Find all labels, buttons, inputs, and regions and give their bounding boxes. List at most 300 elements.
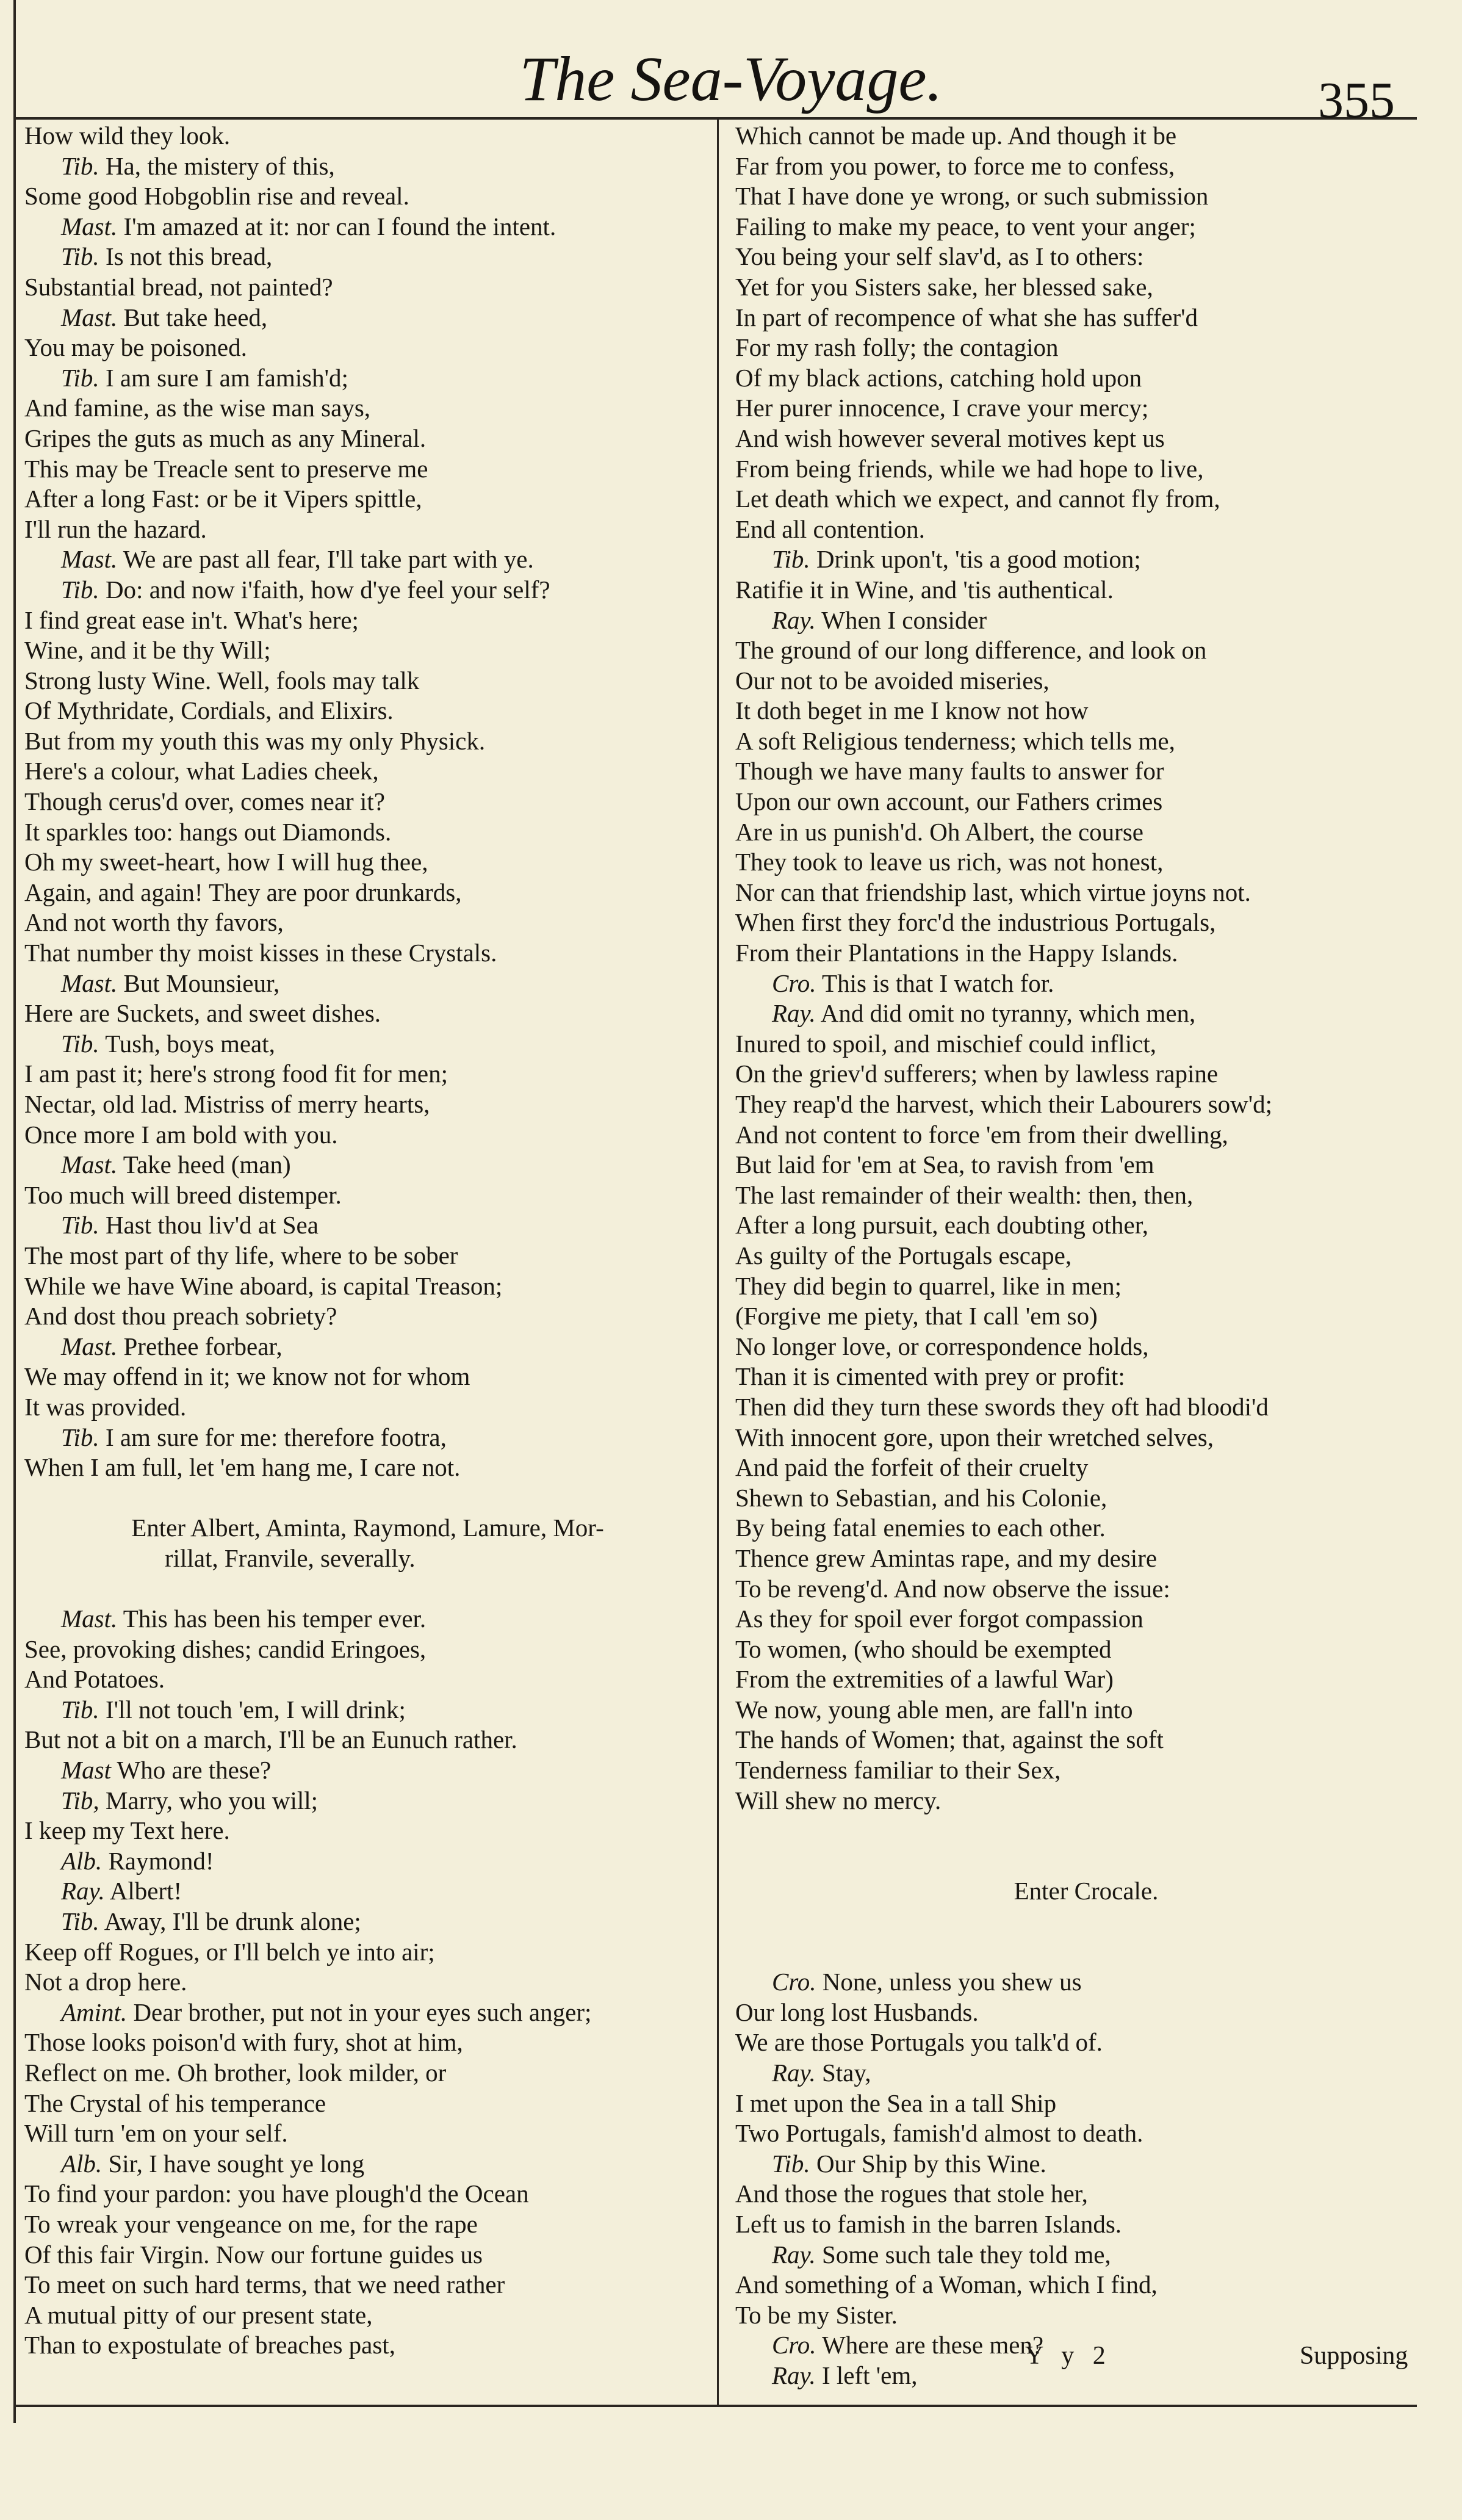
- text-line: [735, 333, 1437, 363]
- line-text: They did begin to quarrel, like in men;: [735, 1271, 1122, 1300]
- text-line: [735, 1967, 1437, 1998]
- line-text: Those looks poison'd with fury, shot at him,: [24, 2028, 463, 2057]
- text-line: [24, 333, 711, 363]
- text-line: [24, 878, 711, 908]
- text-line: [24, 1150, 711, 1180]
- line-text: You being your self slav'd, as I to others:: [735, 242, 1144, 271]
- speaker-prefix: Tib.: [61, 151, 99, 180]
- line-text: After a long Fast: or be it Vipers spittle,: [24, 485, 422, 513]
- line-text: In part of recompence of what she has suffer'd: [735, 303, 1198, 331]
- text-line: [24, 1241, 711, 1271]
- text-line: [24, 1120, 711, 1150]
- speaker-prefix: Cro.: [772, 969, 816, 997]
- speaker-prefix: Tib.: [61, 575, 99, 604]
- speaker-prefix: Tib,: [61, 1786, 99, 1814]
- line-text: This is that I watch for.: [822, 969, 1054, 997]
- text-line: [24, 696, 711, 726]
- line-text: The most part of thy life, where to be sober: [24, 1241, 458, 1269]
- speaker-prefix: Tib.: [772, 545, 810, 574]
- text-line: [735, 1574, 1437, 1605]
- line-text: Here are Suckets, and sweet dishes.: [24, 999, 381, 1028]
- line-text: And wish however several motives kept us: [735, 424, 1165, 452]
- line-text: But laid for 'em at Sea, to ravish from 'em: [735, 1150, 1154, 1179]
- speaker-prefix: Mast: [61, 1756, 111, 1785]
- line-text: Stay,: [821, 2059, 871, 2087]
- speaker-prefix: Amint.: [61, 1998, 128, 2026]
- line-text: Nor can that friendship last, which virtue joyns not.: [735, 878, 1251, 906]
- text-line: [735, 1998, 1437, 2028]
- speaker-prefix: Mast.: [61, 1332, 118, 1360]
- line-text: Reflect on me. Oh brother, look milder, or: [24, 2059, 447, 2087]
- line-text: We are past all fear, I'll take part with ye.: [123, 545, 534, 574]
- line-text: Yet for you Sisters sake, her blessed sake,: [735, 272, 1153, 301]
- text-line: [735, 878, 1437, 908]
- text-line: [735, 969, 1437, 999]
- line-text: Failing to make my peace, to vent your anger;: [735, 212, 1196, 240]
- text-line: [735, 121, 1437, 151]
- line-text: Of my black actions, catching hold upon: [735, 363, 1142, 392]
- line-text: To find your pardon: you have plough'd the Ocean: [24, 2179, 529, 2208]
- text-line: [24, 969, 711, 999]
- line-text: Raymond!: [108, 1846, 214, 1875]
- line-text: But take heed,: [123, 303, 268, 331]
- line-text: For my rash folly; the contagion: [735, 333, 1059, 362]
- line-text: (Forgive me piety, that I call 'em so): [735, 1302, 1098, 1330]
- text-line: [735, 1332, 1437, 1362]
- text-line: [24, 847, 711, 878]
- line-text: The last remainder of their wealth: then, then,: [735, 1180, 1194, 1209]
- line-text: Upon our own account, our Fathers crimes: [735, 787, 1163, 816]
- text-line: [24, 1937, 711, 1968]
- speaker-prefix: Tib.: [61, 1211, 99, 1240]
- text-line: [735, 1089, 1437, 1120]
- text-line: [24, 151, 711, 182]
- text-line: [735, 726, 1437, 757]
- line-text: And paid the forfeit of their cruelty: [735, 1453, 1089, 1482]
- text-line: [24, 1846, 711, 1877]
- line-text: From the extremities of a lawful War): [735, 1665, 1114, 1694]
- text-line: [24, 424, 711, 454]
- text-line: [735, 2149, 1437, 2179]
- line-text: Not a drop here.: [24, 1968, 187, 1996]
- text-line: [24, 1725, 711, 1755]
- line-text: Hast thou liv'd at Sea: [105, 1211, 319, 1240]
- text-line: [735, 1816, 1437, 1846]
- text-line: [735, 1725, 1437, 1755]
- text-line: [24, 2179, 711, 2209]
- header-rule: [13, 117, 1417, 120]
- speaker-prefix: Tib.: [61, 363, 99, 392]
- text-line: [24, 787, 711, 817]
- text-line: [735, 635, 1437, 666]
- text-line: [735, 2089, 1437, 2119]
- text-line: [24, 2149, 711, 2179]
- left-border-rule: [13, 0, 16, 2423]
- line-text: Our not to be avoided miseries,: [735, 666, 1050, 695]
- line-text: Some good Hobgoblin rise and reveal.: [24, 182, 409, 211]
- text-line: [24, 1453, 711, 1483]
- line-text: Ratifie it in Wine, and 'tis authentical.: [735, 575, 1114, 604]
- line-text: Take heed (man): [123, 1150, 291, 1179]
- line-text: I find great ease in't. What's here;: [24, 605, 359, 634]
- text-line: [735, 242, 1437, 272]
- text-line: [735, 363, 1437, 394]
- text-line: [735, 1907, 1437, 1937]
- text-line: [24, 1483, 711, 1514]
- text-line: [24, 635, 711, 666]
- text-line: [735, 1937, 1437, 1968]
- text-line: [735, 272, 1437, 303]
- speaker-prefix: Cro.: [772, 1968, 816, 1996]
- text-line: [735, 1755, 1437, 1786]
- text-line: [24, 242, 711, 272]
- text-line: [735, 1453, 1437, 1483]
- text-line: [735, 1483, 1437, 1514]
- text-line: [24, 2058, 711, 2089]
- line-text: Do: and now i'faith, how d'ye feel your self?: [105, 575, 550, 604]
- line-text: Are in us punish'd. Oh Albert, the course: [735, 817, 1143, 846]
- text-line: [735, 2118, 1437, 2149]
- line-text: None, unless you shew us: [822, 1968, 1082, 1996]
- text-line: [735, 1362, 1437, 1392]
- speaker-prefix: Cro.: [772, 2331, 816, 2359]
- text-line: [24, 2089, 711, 2119]
- text-line: [24, 2270, 711, 2300]
- text-line: [24, 121, 711, 151]
- signature-mark: Y y 2: [1025, 2342, 1112, 2370]
- line-text: This has been his temper ever.: [123, 1605, 427, 1633]
- speaker-prefix: Mast.: [61, 303, 118, 331]
- line-text: A mutual pitty of our present state,: [24, 2300, 373, 2329]
- line-text: Ha, the mistery of this,: [105, 151, 335, 180]
- line-text: I met upon the Sea in a tall Ship: [735, 2089, 1057, 2117]
- line-text: Which cannot be made up. And though it be: [735, 121, 1177, 150]
- column-divider: [717, 120, 719, 2405]
- text-line: [735, 1241, 1437, 1271]
- stage-direction: Enter Crocale.: [1014, 1877, 1159, 1905]
- line-text: I am past it; here's strong food fit for men;: [24, 1060, 448, 1088]
- text-line: [735, 1120, 1437, 1150]
- page-number: 355: [1318, 72, 1395, 129]
- text-line: [24, 1029, 711, 1060]
- line-text: They took to leave us rich, was not honest,: [735, 848, 1164, 876]
- line-text: And not content to force 'em from their dwelling,: [735, 1120, 1228, 1149]
- text-line: [24, 212, 711, 242]
- stage-direction: rillat, Franvile, severally.: [165, 1543, 416, 1572]
- stage-direction: Enter Albert, Aminta, Raymond, Lamure, Mor-: [131, 1514, 604, 1542]
- line-text: Thence grew Amintas rape, and my desire: [735, 1543, 1158, 1572]
- line-text: Tenderness familiar to their Sex,: [735, 1756, 1061, 1785]
- text-line: [24, 998, 711, 1029]
- line-text: Drink upon't, 'tis a good motion;: [816, 545, 1141, 574]
- text-line: [24, 514, 711, 545]
- text-line: [735, 1392, 1437, 1423]
- text-line: [24, 817, 711, 848]
- text-line: [24, 2240, 711, 2270]
- line-text: We are those Portugals you talk'd of.: [735, 2028, 1103, 2057]
- text-line: [735, 424, 1437, 454]
- text-line: [735, 787, 1437, 817]
- line-text: Keep off Rogues, or I'll belch ye into air;: [24, 1937, 435, 1966]
- text-line: [735, 1543, 1437, 1574]
- text-line: [735, 212, 1437, 242]
- line-text: The hands of Women; that, against the soft: [735, 1725, 1164, 1754]
- line-text: It was provided.: [24, 1392, 187, 1421]
- line-text: Nectar, old lad. Mistriss of merry hearts,: [24, 1090, 430, 1118]
- line-text: To women, (who should be exempted: [735, 1634, 1112, 1663]
- text-line: [735, 2027, 1437, 2058]
- line-text: Again, and again! They are poor drunkards,: [24, 878, 462, 906]
- line-text: And famine, as the wise man says,: [24, 394, 371, 422]
- speaker-prefix: Tib.: [61, 1029, 99, 1058]
- text-line: [735, 454, 1437, 485]
- line-text: I am sure for me: therefore footra,: [105, 1423, 447, 1451]
- line-text: Will shew no mercy.: [735, 1786, 942, 1814]
- line-text: When I consider: [821, 605, 987, 634]
- text-line: [24, 1816, 711, 1846]
- text-line: [735, 696, 1437, 726]
- text-line: [24, 908, 711, 938]
- line-text: Let death which we expect, and cannot fly from,: [735, 485, 1220, 513]
- line-text: While we have Wine aboard, is capital Treason;: [24, 1271, 503, 1300]
- text-line: [735, 1786, 1437, 1816]
- text-line: [735, 1695, 1437, 1725]
- line-text: Left us to famish in the barren Islands.: [735, 2209, 1122, 2238]
- text-line: [24, 938, 711, 969]
- text-line: [735, 666, 1437, 696]
- line-text: From being friends, while we had hope to live,: [735, 454, 1204, 483]
- line-text: It sparkles too: hangs out Diamonds.: [24, 817, 392, 846]
- line-text: With innocent gore, upon their wretched selves,: [735, 1423, 1214, 1451]
- text-line: [24, 1604, 711, 1634]
- text-line: [735, 756, 1437, 787]
- text-line: [24, 544, 711, 575]
- line-text: To wreak your vengeance on me, for the rape: [24, 2209, 478, 2238]
- text-line: [24, 2209, 711, 2240]
- line-text: You may be poisoned.: [24, 333, 247, 362]
- speaker-prefix: Mast.: [61, 545, 118, 574]
- line-text: Where are these men?: [822, 2331, 1044, 2359]
- text-line: [735, 847, 1437, 878]
- line-text: When I am full, let 'em hang me, I care not.: [24, 1453, 461, 1482]
- line-text: A soft Religious tenderness; which tells me,: [735, 726, 1175, 755]
- speaker-prefix: Alb.: [61, 2149, 103, 2178]
- line-text: I'm amazed at it: nor can I found the intent.: [123, 212, 556, 240]
- text-line: [735, 2209, 1437, 2240]
- text-line: [24, 454, 711, 485]
- line-text: We now, young able men, are fall'n into: [735, 1695, 1133, 1724]
- catchword: Supposing: [1300, 2342, 1408, 2370]
- line-text: Our Ship by this Wine.: [816, 2149, 1046, 2178]
- text-line: [735, 1301, 1437, 1332]
- text-line: [735, 2300, 1437, 2331]
- text-line: [24, 2118, 711, 2149]
- line-text: As they for spoil ever forgot compassion: [735, 1605, 1143, 1633]
- line-text: And something of a Woman, which I find,: [735, 2270, 1158, 2299]
- text-line: [24, 605, 711, 636]
- line-text: To be my Sister.: [735, 2300, 898, 2329]
- text-line: [735, 2058, 1437, 2089]
- text-line: [24, 666, 711, 696]
- line-text: Wine, and it be thy Will;: [24, 636, 271, 665]
- text-line: [735, 1604, 1437, 1634]
- line-text: To be reveng'd. And now observe the issue:: [735, 1574, 1170, 1603]
- text-line: [24, 363, 711, 394]
- line-text: Than it is cimented with prey or profit:: [735, 1362, 1125, 1391]
- line-text: And those the rogues that stole her,: [735, 2179, 1088, 2208]
- line-text: On the griev'd sufferers; when by lawless rapine: [735, 1060, 1219, 1088]
- speaker-prefix: Mast.: [61, 1150, 118, 1179]
- line-text: Dear brother, put not in your eyes such anger;: [133, 1998, 592, 2026]
- text-line: [735, 1846, 1437, 1877]
- text-line: [735, 514, 1437, 545]
- line-text: I'll run the hazard.: [24, 514, 207, 543]
- text-line: [24, 393, 711, 424]
- line-text: When first they forc'd the industrious Portugals,: [735, 908, 1216, 937]
- line-text: Two Portugals, famish'd almost to death.: [735, 2119, 1143, 2148]
- line-text: Of this fair Virgin. Now our fortune guides us: [24, 2240, 483, 2269]
- text-line: [24, 575, 711, 605]
- line-text: The Crystal of his temperance: [24, 2089, 326, 2117]
- text-line: [735, 1029, 1437, 1060]
- line-text: And Potatoes.: [24, 1665, 165, 1694]
- speaker-prefix: Ray.: [772, 2059, 816, 2087]
- speaker-prefix: Tib.: [61, 242, 99, 271]
- line-text: No longer love, or correspondence holds,: [735, 1332, 1149, 1360]
- text-line: [24, 1271, 711, 1302]
- text-line: [24, 1210, 711, 1241]
- line-text: Tush, boys meat,: [105, 1029, 275, 1058]
- text-line: [735, 1423, 1437, 1453]
- line-text: The ground of our long difference, and look on: [735, 636, 1207, 665]
- text-line: [735, 1634, 1437, 1665]
- speaker-prefix: Tib.: [61, 1695, 99, 1724]
- line-text: That number thy moist kisses in these Crystals.: [24, 939, 497, 967]
- speaker-prefix: Mast.: [61, 969, 118, 997]
- text-line: [24, 2300, 711, 2331]
- line-text: I keep my Text here.: [24, 1816, 230, 1845]
- text-line: [735, 817, 1437, 848]
- text-line: [24, 1059, 711, 1089]
- text-line: [24, 2330, 711, 2361]
- text-line: [24, 181, 711, 212]
- line-text: But from my youth this was my only Physick.: [24, 726, 486, 755]
- text-line: [735, 1271, 1437, 1302]
- line-text: To meet on such hard terms, that we need rather: [24, 2270, 505, 2299]
- text-line: [735, 393, 1437, 424]
- line-text: As guilty of the Portugals escape,: [735, 1241, 1072, 1269]
- text-line: [735, 303, 1437, 333]
- line-text: They reap'd the harvest, which their Labourers sow'd;: [735, 1090, 1273, 1118]
- text-line: [24, 1634, 711, 1665]
- line-text: I am sure I am famish'd;: [105, 363, 348, 392]
- line-text: Albert!: [109, 1877, 182, 1905]
- line-text: How wild they look.: [24, 121, 231, 150]
- text-line: [24, 1967, 711, 1998]
- line-text: Will turn 'em on your self.: [24, 2119, 288, 2148]
- text-line: [24, 1089, 711, 1120]
- line-text: I'll not touch 'em, I will drink;: [105, 1695, 406, 1724]
- text-line: [24, 1423, 711, 1453]
- speaker-prefix: Ray.: [61, 1877, 105, 1905]
- text-line: [24, 484, 711, 514]
- speaker-prefix: Mast.: [61, 1605, 118, 1633]
- line-text: Far from you power, to force me to confess,: [735, 151, 1175, 180]
- line-text: And not worth thy favors,: [24, 908, 284, 937]
- text-line: [24, 272, 711, 303]
- text-line: [24, 1876, 711, 1907]
- line-text: Once more I am bold with you.: [24, 1120, 338, 1149]
- text-line: [24, 1786, 711, 1816]
- line-text: Is not this bread,: [105, 242, 273, 271]
- text-line: [735, 2179, 1437, 2209]
- line-text: After a long pursuit, each doubting other,: [735, 1211, 1148, 1240]
- speaker-prefix: Mast.: [61, 212, 118, 240]
- line-text: By being fatal enemies to each other.: [735, 1514, 1106, 1542]
- line-text: End all contention.: [735, 514, 925, 543]
- line-text: Here's a colour, what Ladies cheek,: [24, 757, 379, 785]
- line-text: And dost thou preach sobriety?: [24, 1302, 337, 1330]
- line-text: Her purer innocence, I crave your mercy;: [735, 394, 1149, 422]
- text-line: [735, 2270, 1437, 2300]
- text-line: [735, 605, 1437, 636]
- line-text: See, provoking dishes; candid Eringoes,: [24, 1634, 427, 1663]
- line-text: Marry, who you will;: [105, 1786, 319, 1814]
- line-text: We may offend in it; we know not for whom: [24, 1362, 470, 1391]
- line-text: From their Plantations in the Happy Islands.: [735, 939, 1178, 967]
- right-text-column: [735, 121, 1437, 2391]
- speaker-prefix: Tib.: [61, 1423, 99, 1451]
- text-line: [24, 1695, 711, 1725]
- text-line: [24, 2027, 711, 2058]
- line-text: Prethee forbear,: [123, 1332, 283, 1360]
- text-line: [24, 1392, 711, 1423]
- text-line: [735, 998, 1437, 1029]
- line-text: Gripes the guts as much as any Mineral.: [24, 424, 427, 452]
- text-line: [735, 1180, 1437, 1211]
- text-line: [735, 938, 1437, 969]
- text-line: [735, 1150, 1437, 1180]
- line-text: Substantial bread, not painted?: [24, 272, 333, 301]
- text-line: [24, 756, 711, 787]
- text-line: [735, 181, 1437, 212]
- text-line: [735, 484, 1437, 514]
- text-line: [24, 1755, 711, 1786]
- line-text: And did omit no tyranny, which men,: [820, 999, 1196, 1028]
- text-line: [24, 1907, 711, 1937]
- line-text: Some such tale they told me,: [821, 2240, 1111, 2269]
- line-text: Strong lusty Wine. Well, fools may talk: [24, 666, 420, 695]
- text-line: [735, 1664, 1437, 1695]
- line-text: Inured to spoil, and mischief could inflict,: [735, 1029, 1157, 1058]
- line-text: Of Mythridate, Cordials, and Elixirs.: [24, 696, 394, 725]
- line-text: That I have done ye wrong, or such submission: [735, 182, 1209, 211]
- speaker-prefix: Ray.: [772, 999, 816, 1028]
- line-text: Who are these?: [117, 1756, 272, 1785]
- line-text: Then did they turn these swords they oft had bloodi'd: [735, 1392, 1269, 1421]
- line-text: It doth beget in me I know not how: [735, 696, 1089, 725]
- running-title: The Sea-Voyage.: [519, 44, 943, 114]
- text-line: [735, 1059, 1437, 1089]
- text-line: [24, 303, 711, 333]
- text-line: [24, 1998, 711, 2028]
- line-text: Though cerus'd over, comes near it?: [24, 787, 385, 816]
- text-line: [735, 544, 1437, 575]
- speaker-prefix: Ray.: [772, 2240, 816, 2269]
- line-text: I left 'em,: [821, 2361, 918, 2389]
- text-line: [735, 151, 1437, 182]
- text-line: [735, 2240, 1437, 2270]
